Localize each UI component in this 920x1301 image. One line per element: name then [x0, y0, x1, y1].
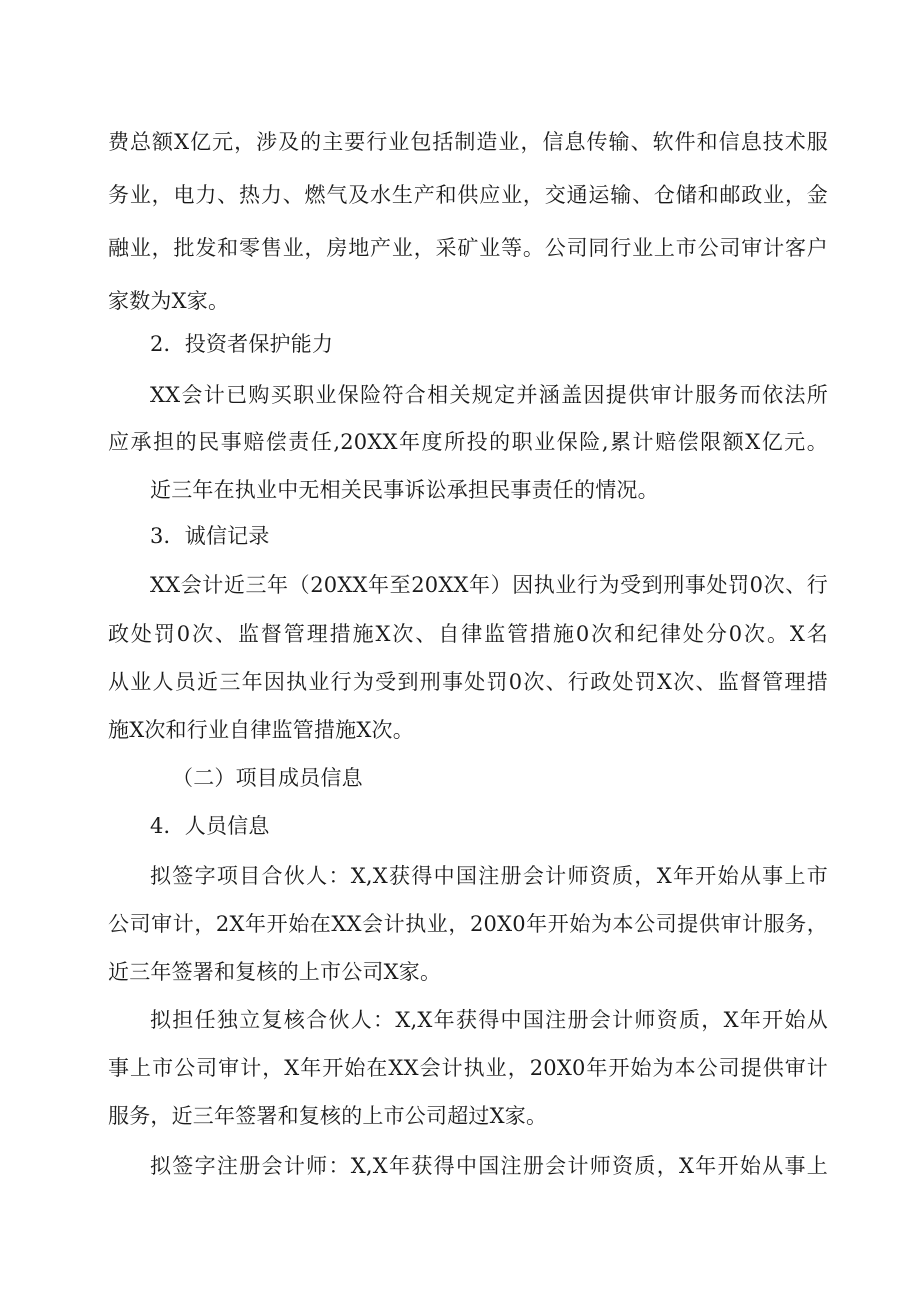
paragraph-line: 政处罚0次、监督管理措施X次、自律监管措施0次和纪律处分0次。X名: [108, 622, 828, 646]
paragraph-line: XX会计近三年（20XX年至20XX年）因执业行为受到刑事处罚0次、行: [150, 573, 828, 597]
paragraph-line: 事上市公司审计，X年开始在XX会计执业，20X0年开始为本公司提供审计: [108, 1056, 828, 1080]
subsection-heading: 2．投资者保护能力: [150, 332, 334, 356]
paragraph-line: 务业，电力、热力、燃气及水生产和供应业，交通运输、仓储和邮政业，金: [108, 183, 828, 207]
paragraph-line: 近三年签署和复核的上市公司X家。: [108, 960, 442, 984]
subsection-heading: 3．诚信记录: [150, 524, 270, 548]
paragraph-line: 融业，批发和零售业，房地产业，采矿业等。公司同行业上市公司审计客户: [108, 236, 828, 260]
paragraph-line: 服务，近三年签署和复核的上市公司超过X家。: [108, 1104, 548, 1128]
subsection-heading: 4．人员信息: [150, 814, 270, 838]
paragraph-line: 费总额X亿元，涉及的主要行业包括制造业，信息传输、软件和信息技术服: [108, 130, 828, 154]
paragraph-line: 公司审计，2X年开始在XX会计执业，20X0年开始为本公司提供审计服务，: [108, 912, 828, 936]
paragraph-line: 拟签字项目合伙人：X,X获得中国注册会计师资质，X年开始从事上市: [150, 864, 828, 888]
paragraph-line: 施X次和行业自律监管措施X次。: [108, 718, 414, 742]
paragraph-line: 拟担任独立复核合伙人：X,X年获得中国注册会计师资质，X年开始从: [150, 1008, 828, 1032]
section-heading: （二）项目成员信息: [172, 766, 363, 790]
paragraph-line: XX会计已购买职业保险符合相关规定并涵盖因提供审计服务而依法所: [150, 383, 828, 407]
paragraph-line: 应承担的民事赔偿责任,20XX年度所投的职业保险,累计赔偿限额X亿元。: [108, 430, 828, 454]
paragraph-line: 从业人员近三年因执业行为受到刑事处罚0次、行政处罚X次、监督管理措: [108, 670, 828, 694]
paragraph-line: 近三年在执业中无相关民事诉讼承担民事责任的情况。: [150, 478, 659, 502]
paragraph-line: 家数为X家。: [108, 289, 230, 313]
paragraph-line: 拟签字注册会计师：X,X年获得中国注册会计师资质，X年开始从事上: [150, 1154, 828, 1178]
